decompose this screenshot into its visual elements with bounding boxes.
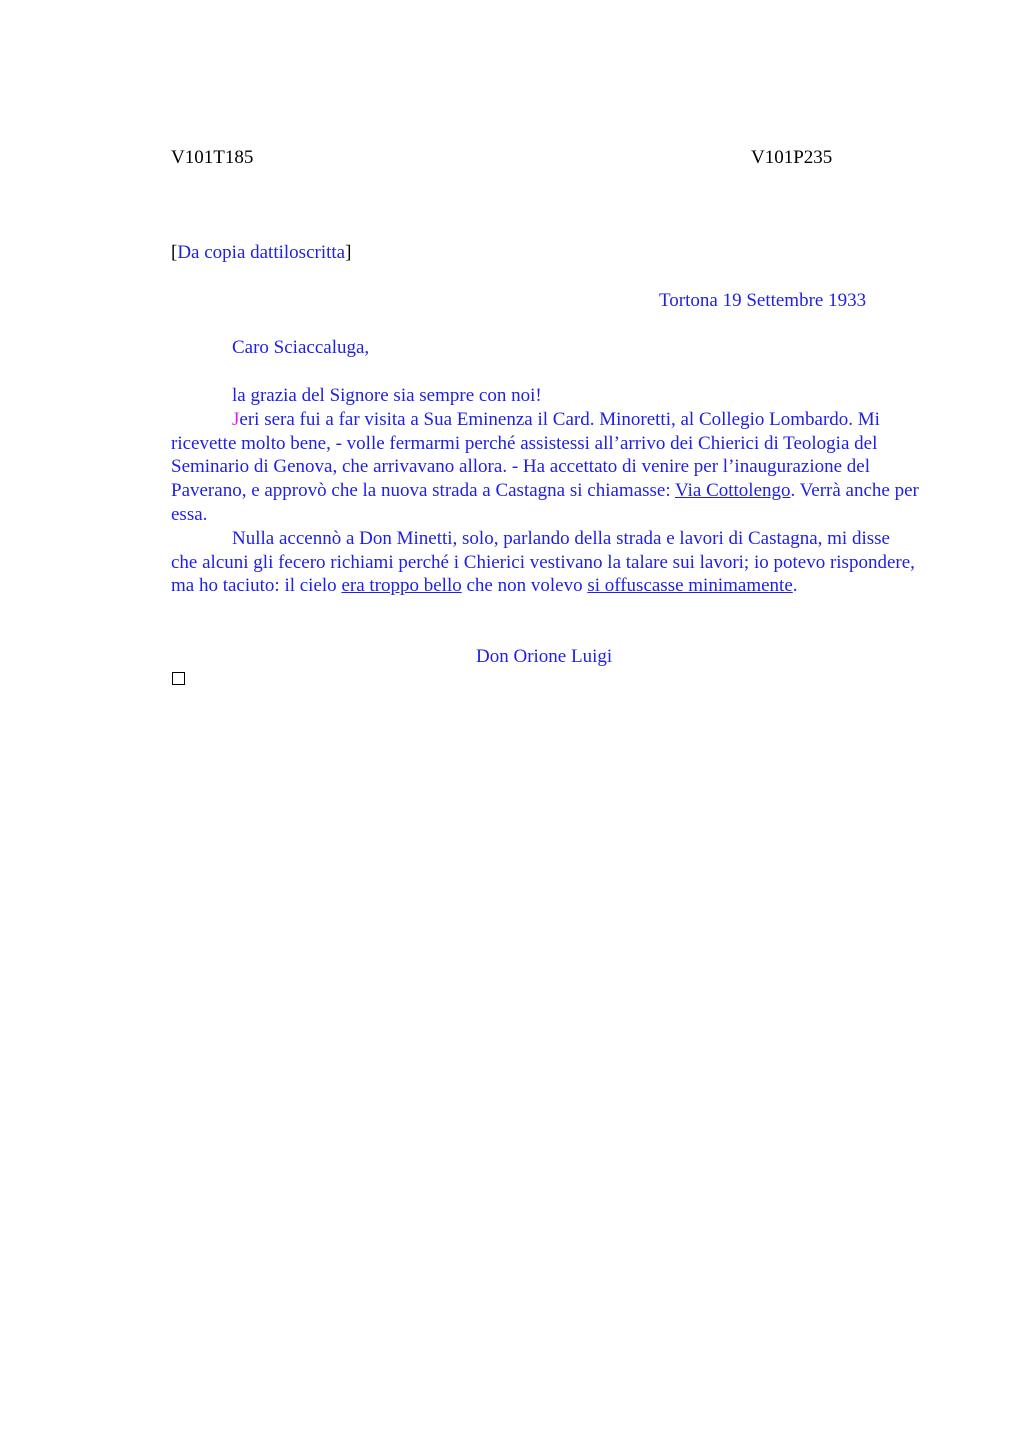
source-label: Da copia dattiloscritta bbox=[177, 242, 346, 263]
letter-signature: Don Orione Luigi bbox=[476, 646, 613, 667]
source-close-bracket: ] bbox=[345, 242, 352, 263]
paragraph-1-initial: J bbox=[232, 408, 240, 430]
letter-date: Tortona 19 Settembre 1933 bbox=[659, 290, 867, 311]
letter-body bbox=[171, 384, 921, 598]
letter-salutation: Caro Sciaccaluga, bbox=[232, 337, 370, 358]
source-note bbox=[171, 241, 351, 265]
paragraph-1-text-b: . Verrà anche per essa. bbox=[171, 480, 919, 525]
paragraph-1-text-a: eri sera fui a far visita a Sua Eminenza il Card. Minoretti, al Collegio Lombardo. Mi ricevette molto bene, - volle fermarmi perché assistessi all’arrivo dei Chierici di Teologia del Seminario di Genova, che arrivavano allora. - Ha accettato di venire per l’inaugurazione del Paverano, e approvò che la nuova strada a Castagna si chiamasse: bbox=[171, 408, 880, 502]
paragraph-2-text-a: Nulla accennò a Don Minetti, solo, parlando della strada e lavori di Castagna, mi disse che alcuni gli fecero richiami perché i Chierici vestivano la talare sui lavori; io potevo rispondere, ma ho taciuto: il cielo bbox=[171, 527, 915, 597]
source-open-bracket: [ bbox=[171, 242, 178, 263]
underlined-si-offuscasse: si offuscasse minimamente bbox=[587, 575, 793, 597]
underlined-era-troppo-bello: era troppo bello bbox=[341, 575, 462, 597]
underlined-via-cottolengo: Via Cottolengo bbox=[675, 480, 791, 502]
paragraph-2-text-c: . bbox=[792, 575, 798, 597]
end-mark-square-icon bbox=[172, 672, 185, 685]
reference-code-left: V101T185 bbox=[171, 147, 254, 168]
reference-code-right: V101P235 bbox=[751, 147, 833, 168]
paragraph-1 bbox=[171, 408, 921, 527]
paragraph-2 bbox=[171, 527, 921, 598]
greeting-text: la grazia del Signore sia sempre con noi! bbox=[232, 385, 542, 406]
greeting-line bbox=[171, 384, 921, 408]
paragraph-2-text-b: che non volevo bbox=[461, 575, 588, 597]
